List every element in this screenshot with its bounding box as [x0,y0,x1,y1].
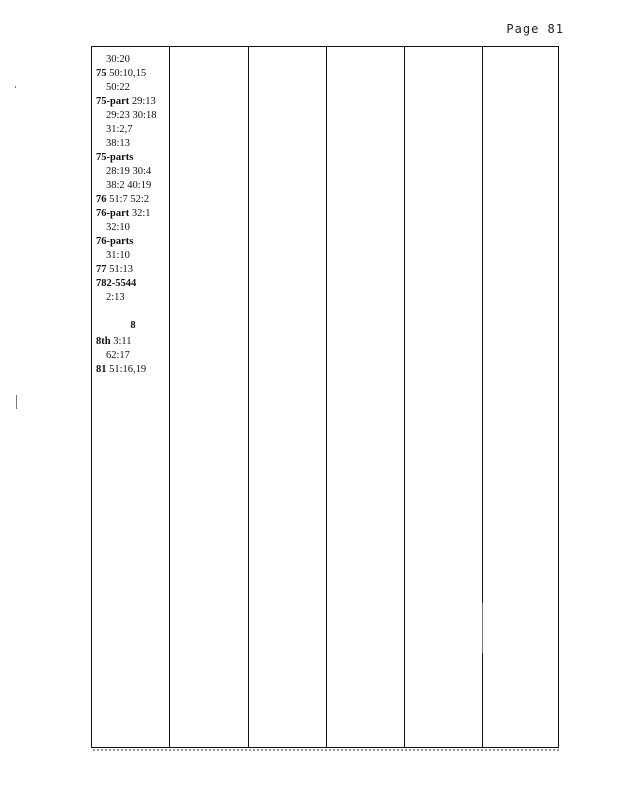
index-entry [96,109,170,123]
index-term: 8th [96,336,111,347]
index-entry [96,263,170,277]
index-term: 76 [96,194,107,205]
index-term: 77 [96,264,107,275]
index-entry [96,363,170,377]
index-entry [96,137,170,151]
index-entry [96,335,170,349]
index-term: 76-parts [96,236,134,247]
index-entry [96,193,170,207]
section-letter: 8 [130,320,136,331]
page-line-reference: 2:13 [106,292,125,303]
page-line-reference: 30:20 [106,54,130,65]
page-line-reference: 29:13 [131,96,156,107]
page-line-reference: 32:10 [106,222,130,233]
page-line-reference: 51:16,19 [109,364,147,375]
index-entry [96,249,170,263]
page-line-reference: 32:1 [131,208,151,219]
index-term: 75 [96,68,107,79]
index-entry [96,67,170,81]
index-entry [96,165,170,179]
page-line-reference: 38:2 40:19 [106,180,152,191]
index-table-frame [91,46,559,748]
page-line-reference: 51:13 [109,264,134,275]
column-divider [404,47,405,747]
index-entry [96,235,170,249]
index-entry [96,221,170,235]
index-term: 75-parts [96,152,134,163]
page-line-reference: 50:22 [106,82,130,93]
index-entry [96,207,170,221]
index-entry [96,277,170,291]
index-term: 81 [96,364,107,375]
page-line-reference: 50:10,15 [109,68,147,79]
page-line-reference: 31:10 [106,250,130,261]
index-entry [96,151,170,165]
scan-artifact [482,603,483,653]
column-divider [326,47,327,747]
page-line-reference: 28:19 30:4 [106,166,152,177]
scan-artifact [16,395,17,409]
index-term: 782-5544 [96,278,137,289]
index-entry [96,291,170,305]
page-line-reference: 3:11 [113,336,132,347]
page-line-reference: 31:2,7 [106,124,133,135]
index-entry [96,123,170,137]
index-entry [96,349,170,363]
index-entry [96,53,170,67]
index-term: 75-part [96,96,130,107]
page-number: Page 81 [506,22,564,36]
index-entry [96,81,170,95]
page-line-reference: 51:7 52:2 [109,194,150,205]
page-line-reference: 62:17 [106,350,130,361]
scan-artifact [15,86,16,88]
index-term: 76-part [96,208,130,219]
index-entry [96,179,170,193]
page-line-reference: 38:13 [106,138,130,149]
word-index-column [96,53,170,377]
page-line-reference: 29:23 30:18 [106,110,157,121]
column-divider [248,47,249,747]
scan-edge [93,749,561,751]
index-entry [96,95,170,109]
